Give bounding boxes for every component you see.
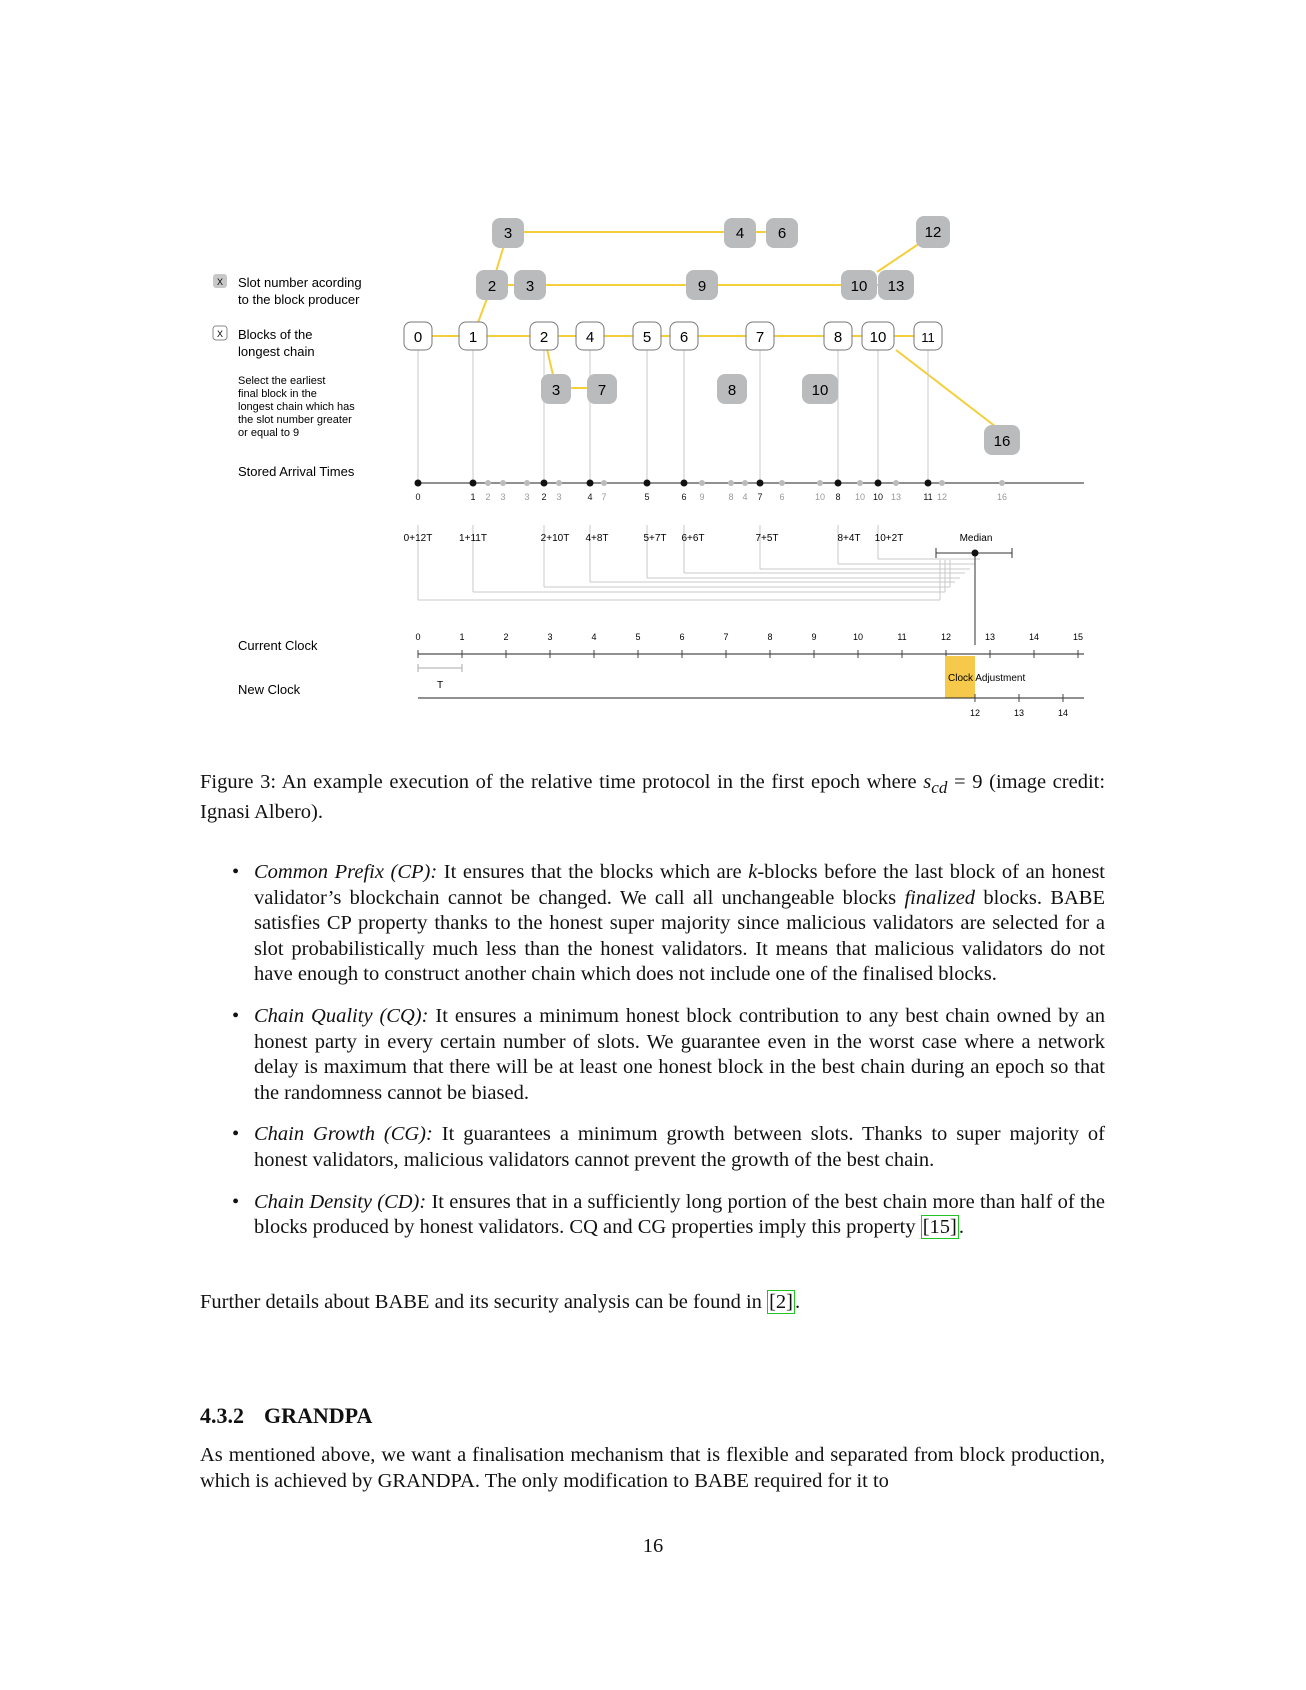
svg-text:5: 5 xyxy=(642,329,652,346)
svg-text:3: 3 xyxy=(551,382,561,399)
svg-text:0: 0 xyxy=(413,329,423,346)
svg-text:5: 5 xyxy=(635,632,641,642)
arrival-connectors xyxy=(418,350,980,600)
svg-text:11: 11 xyxy=(921,330,935,345)
svg-text:8: 8 xyxy=(727,382,737,399)
figure-caption: Figure 3: An example execution of the relative time protocol in the first epoch where $s_{cd} = 9$ (image credit: Ignasi Albero). xyxy=(200,771,1106,824)
svg-text:16: 16 xyxy=(993,433,1011,450)
svg-text:Select the earliest: Select the earliest xyxy=(238,375,326,387)
svg-text:9: 9 xyxy=(811,632,817,642)
svg-text:7: 7 xyxy=(601,492,607,502)
median-label: Median xyxy=(959,533,993,544)
legend-slot-line2: to the block producer xyxy=(238,292,360,307)
t-label: T xyxy=(436,680,444,691)
svg-text:13: 13 xyxy=(887,278,905,295)
list-item: • Common Prefix (CP): It ensures that the blocks which are k-blocks before the last block of an honest validator’s blockchain cannot be changed. We call all unchangeable blocks finalized blocks. BABE satisfies CP property thanks to the honest super majority since malicious validators are selected for a slot probabilistically much less than the honest validators. It means that malicious validators do not have enough to construct another chain which does not include one of the finalised blocks. xyxy=(232,861,1106,986)
current-clock-label: Current Clock xyxy=(238,638,318,653)
svg-text:6: 6 xyxy=(679,329,689,346)
svg-text:X: X xyxy=(216,329,224,339)
svg-text:4: 4 xyxy=(735,225,745,242)
svg-text:3: 3 xyxy=(503,225,513,242)
svg-text:5: 5 xyxy=(644,492,650,502)
median-bracket xyxy=(936,548,1012,645)
svg-text:10: 10 xyxy=(811,382,829,399)
svg-text:5+7T: 5+7T xyxy=(643,533,667,544)
svg-text:0: 0 xyxy=(415,632,421,642)
svg-text:8: 8 xyxy=(728,492,734,502)
current-clock-ticks xyxy=(415,632,1083,642)
svg-text:6: 6 xyxy=(681,492,687,502)
svg-text:7: 7 xyxy=(597,382,607,399)
svg-text:Blocks of the: Blocks of the xyxy=(238,327,313,342)
median-point xyxy=(972,550,979,557)
svg-text:12: 12 xyxy=(940,632,952,642)
svg-text:6: 6 xyxy=(779,492,785,502)
svg-text:10: 10 xyxy=(814,492,826,502)
svg-text:12: 12 xyxy=(924,224,942,241)
svg-text:3: 3 xyxy=(525,278,535,295)
svg-text:2: 2 xyxy=(539,329,549,346)
svg-text:8+4T: 8+4T xyxy=(837,533,861,544)
svg-text:2+10T: 2+10T xyxy=(540,533,570,544)
svg-text:8: 8 xyxy=(767,632,773,642)
svg-text:2: 2 xyxy=(485,492,491,502)
svg-text:10: 10 xyxy=(854,492,866,502)
svg-text:14: 14 xyxy=(1028,632,1040,642)
svg-text:or equal to 9: or equal to 9 xyxy=(238,427,300,439)
svg-text:13: 13 xyxy=(1013,708,1025,718)
svg-text:0: 0 xyxy=(415,492,421,502)
page-number: 16 xyxy=(642,1535,664,1557)
security-properties-list xyxy=(200,860,1105,1257)
svg-text:0+12T: 0+12T xyxy=(403,533,433,544)
svg-text:10: 10 xyxy=(852,632,864,642)
new-clock-ticks xyxy=(970,708,1068,718)
svg-text:4+8T: 4+8T xyxy=(585,533,609,544)
svg-text:2: 2 xyxy=(503,632,509,642)
svg-text:13: 13 xyxy=(984,632,996,642)
stored-arrival-label: Stored Arrival Times xyxy=(238,464,355,479)
svg-text:3: 3 xyxy=(524,492,530,502)
svg-text:12: 12 xyxy=(936,492,948,502)
svg-text:7: 7 xyxy=(755,329,765,346)
svg-text:4: 4 xyxy=(742,492,748,502)
list-item: • Chain Growth (CG): It guarantees a minimum growth between slots. Thanks to super majority of honest validators, malicious validators cannot prevent the growth of the best chain. xyxy=(232,1123,1106,1171)
new-clock-label: New Clock xyxy=(238,682,301,697)
svg-text:4: 4 xyxy=(591,632,597,642)
svg-text:final block in the: final block in the xyxy=(238,388,317,400)
svg-text:12: 12 xyxy=(969,708,981,718)
t-bracket xyxy=(418,664,462,672)
list-item: • Chain Quality (CQ): It ensures a minimum honest block contribution to any best chain owned by an honest party in every certain number of slots. We guarantee even in the worst case where a network delay is maximum that there will be at least one honest block in the best chain during an epoch so that the randomness cannot be biased. xyxy=(232,1004,1106,1104)
svg-text:7: 7 xyxy=(723,632,729,642)
arrival-labels xyxy=(404,533,993,544)
citation-link[interactable]: [15] xyxy=(922,1216,957,1239)
svg-text:1+11T: 1+11T xyxy=(459,533,487,544)
svg-text:9: 9 xyxy=(699,492,705,502)
svg-text:7: 7 xyxy=(757,492,763,502)
legend xyxy=(213,274,362,697)
svg-text:11: 11 xyxy=(923,492,933,502)
svg-text:3: 3 xyxy=(500,492,506,502)
svg-text:9: 9 xyxy=(697,278,707,295)
gold-chain-lines xyxy=(418,232,1000,430)
svg-text:8: 8 xyxy=(835,492,841,502)
legend-slot-line1: Slot number acording xyxy=(238,275,362,290)
svg-text:6: 6 xyxy=(679,632,685,642)
svg-text:longest chain which has: longest chain which has xyxy=(238,401,355,413)
relative-time-figure xyxy=(0,0,1306,740)
svg-text:2: 2 xyxy=(487,278,497,295)
grandpa-paragraph: As mentioned above, we want a finalisation mechanism that is flexible and separated from block production, which is achieved by GRANDPA. The only modification to BABE required for it to xyxy=(200,1444,1105,1492)
svg-text:2: 2 xyxy=(541,492,547,502)
row5-blocks xyxy=(984,425,1020,455)
svg-text:14: 14 xyxy=(1057,708,1069,718)
svg-text:6+6T: 6+6T xyxy=(681,533,705,544)
clock-adjustment-label: Clock Adjustment xyxy=(948,673,1026,684)
svg-text:10: 10 xyxy=(850,278,868,295)
svg-text:1: 1 xyxy=(470,492,476,502)
svg-text:1: 1 xyxy=(468,329,478,346)
svg-text:16: 16 xyxy=(996,492,1008,502)
svg-text:13: 13 xyxy=(890,492,902,502)
row2-blocks xyxy=(476,270,914,300)
svg-text:15: 15 xyxy=(1072,632,1084,642)
svg-text:8: 8 xyxy=(833,329,843,346)
svg-text:10: 10 xyxy=(872,492,884,502)
section-heading: 4.3.2 GRANDPA xyxy=(200,1403,373,1428)
svg-text:10: 10 xyxy=(869,329,887,346)
list-item: • Chain Density (CD): It ensures that in a sufficiently long portion of the best chain more than half of the blocks produced by honest validators. CQ and CG properties imply this property [15]. xyxy=(232,1190,1106,1239)
svg-text:4: 4 xyxy=(585,329,595,346)
svg-text:the slot number greater: the slot number greater xyxy=(238,414,352,426)
svg-text:10+2T: 10+2T xyxy=(874,533,904,544)
svg-text:3: 3 xyxy=(547,632,553,642)
svg-text:1: 1 xyxy=(459,632,465,642)
svg-text:3: 3 xyxy=(556,492,562,502)
citation-link[interactable]: [2] xyxy=(769,1291,793,1313)
svg-text:4: 4 xyxy=(587,492,593,502)
svg-text:longest chain: longest chain xyxy=(238,344,315,359)
svg-text:6: 6 xyxy=(777,225,787,242)
svg-text:X: X xyxy=(216,277,224,287)
svg-text:11: 11 xyxy=(897,632,907,642)
stored-tick-labels xyxy=(415,492,1007,502)
svg-text:7+5T: 7+5T xyxy=(755,533,779,544)
further-details-paragraph: Further details about BABE and its security analysis can be found in [2]. xyxy=(200,1291,801,1313)
